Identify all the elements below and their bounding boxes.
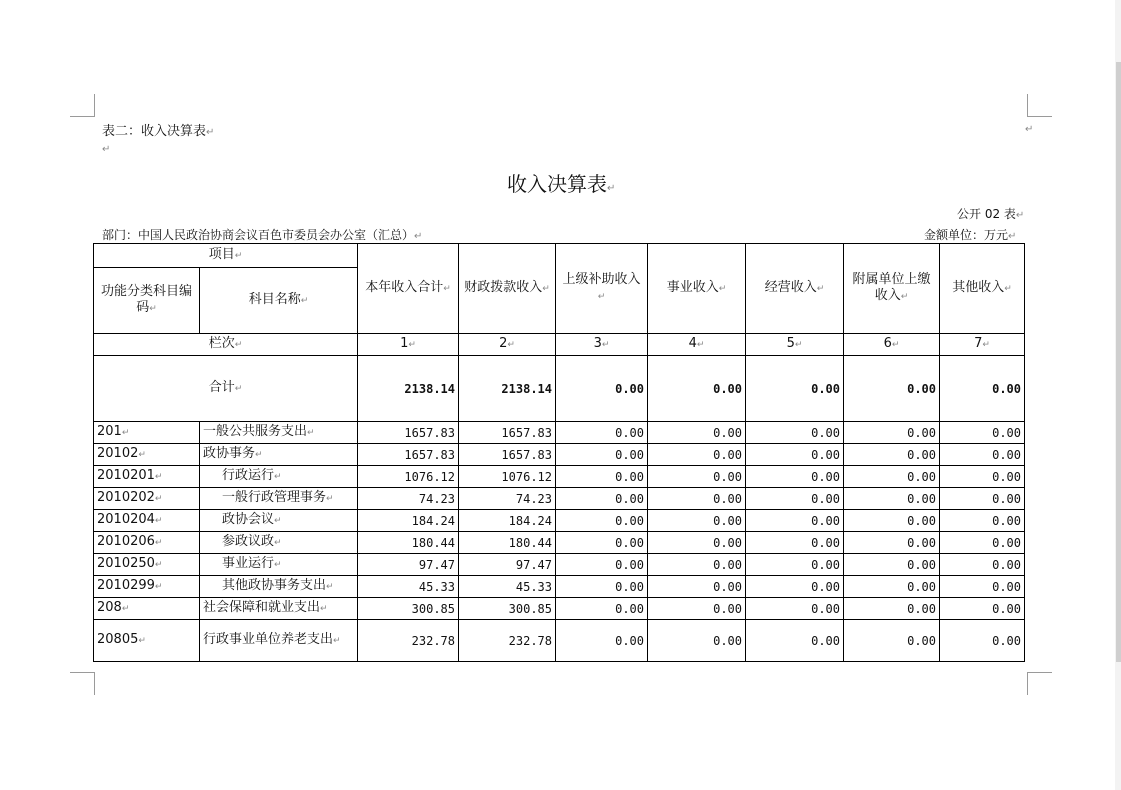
row-name: 行政事业单位养老支出↵ bbox=[200, 620, 358, 662]
row-value: 232.78 bbox=[358, 620, 459, 662]
row-value: 232.78 bbox=[459, 620, 556, 662]
row-value: 0.00 bbox=[746, 422, 844, 444]
row-value: 0.00 bbox=[940, 466, 1025, 488]
header-col-7: 其他收入↵ bbox=[940, 244, 1025, 334]
crop-mark-bottom-left bbox=[70, 672, 95, 695]
vertical-scrollbar-thumb[interactable] bbox=[1116, 62, 1121, 662]
row-code: 2010201↵ bbox=[94, 466, 200, 488]
column-index-7: 7↵ bbox=[940, 334, 1025, 356]
row-value: 0.00 bbox=[844, 620, 940, 662]
row-name: 一般行政管理事务↵ bbox=[200, 488, 358, 510]
row-code: 2010250↵ bbox=[94, 554, 200, 576]
row-value: 0.00 bbox=[648, 532, 746, 554]
row-value: 0.00 bbox=[556, 576, 648, 598]
row-value: 1657.83 bbox=[358, 444, 459, 466]
row-name: 一般公共服务支出↵ bbox=[200, 422, 358, 444]
row-value: 97.47 bbox=[358, 554, 459, 576]
row-code: 2010299↵ bbox=[94, 576, 200, 598]
unit-label: 金额单位：万元↵ bbox=[924, 228, 1017, 242]
row-code: 2010206↵ bbox=[94, 532, 200, 554]
row-value: 0.00 bbox=[940, 444, 1025, 466]
total-value: 2138.14 bbox=[459, 356, 556, 422]
row-name: 其他政协事务支出↵ bbox=[200, 576, 358, 598]
row-value: 0.00 bbox=[940, 598, 1025, 620]
row-value: 0.00 bbox=[940, 554, 1025, 576]
row-value: 0.00 bbox=[648, 554, 746, 576]
row-value: 45.33 bbox=[358, 576, 459, 598]
table-row bbox=[94, 510, 1025, 532]
total-value: 2138.14 bbox=[358, 356, 459, 422]
row-value: 1657.83 bbox=[358, 422, 459, 444]
row-value: 0.00 bbox=[648, 598, 746, 620]
row-value: 0.00 bbox=[844, 488, 940, 510]
row-value: 0.00 bbox=[746, 576, 844, 598]
row-value: 0.00 bbox=[940, 620, 1025, 662]
column-index-1: 1↵ bbox=[358, 334, 459, 356]
row-code: 20102↵ bbox=[94, 444, 200, 466]
row-value: 0.00 bbox=[940, 488, 1025, 510]
row-value: 184.24 bbox=[459, 510, 556, 532]
income-table bbox=[93, 243, 1025, 662]
row-value: 0.00 bbox=[556, 488, 648, 510]
table-row bbox=[94, 532, 1025, 554]
department-label: 部门：中国人民政治协商会议百色市委员会办公室（汇总）↵ bbox=[102, 228, 423, 242]
row-name: 行政运行↵ bbox=[200, 466, 358, 488]
table-row bbox=[94, 444, 1025, 466]
row-code: 208↵ bbox=[94, 598, 200, 620]
table-row bbox=[94, 554, 1025, 576]
row-value: 0.00 bbox=[844, 598, 940, 620]
row-value: 0.00 bbox=[746, 444, 844, 466]
row-value: 0.00 bbox=[746, 510, 844, 532]
column-index-3: 3↵ bbox=[556, 334, 648, 356]
row-value: 97.47 bbox=[459, 554, 556, 576]
row-value: 0.00 bbox=[648, 620, 746, 662]
row-value: 0.00 bbox=[648, 488, 746, 510]
row-name: 政协事务↵ bbox=[200, 444, 358, 466]
table-body bbox=[94, 422, 1025, 662]
total-value: 0.00 bbox=[648, 356, 746, 422]
header-col-5: 经营收入↵ bbox=[746, 244, 844, 334]
row-value: 300.85 bbox=[358, 598, 459, 620]
table-row bbox=[94, 422, 1025, 444]
table-row bbox=[94, 576, 1025, 598]
total-value: 0.00 bbox=[746, 356, 844, 422]
row-value: 0.00 bbox=[844, 576, 940, 598]
row-value: 0.00 bbox=[556, 444, 648, 466]
table-row bbox=[94, 598, 1025, 620]
row-code: 2010204↵ bbox=[94, 510, 200, 532]
row-value: 1657.83 bbox=[459, 422, 556, 444]
row-value: 45.33 bbox=[459, 576, 556, 598]
row-name: 参政议政↵ bbox=[200, 532, 358, 554]
column-index-6: 6↵ bbox=[844, 334, 940, 356]
header-project: 项目↵ bbox=[94, 244, 358, 268]
row-value: 0.00 bbox=[648, 576, 746, 598]
table-row bbox=[94, 620, 1025, 662]
crop-mark-top-right bbox=[1027, 94, 1052, 117]
row-value: 0.00 bbox=[746, 488, 844, 510]
row-code: 201↵ bbox=[94, 422, 200, 444]
row-name: 社会保障和就业支出↵ bbox=[200, 598, 358, 620]
row-name: 事业运行↵ bbox=[200, 554, 358, 576]
row-value: 0.00 bbox=[844, 510, 940, 532]
row-value: 180.44 bbox=[358, 532, 459, 554]
total-value: 0.00 bbox=[844, 356, 940, 422]
column-index-label: 栏次↵ bbox=[94, 334, 358, 356]
row-value: 0.00 bbox=[648, 422, 746, 444]
row-value: 74.23 bbox=[459, 488, 556, 510]
row-value: 0.00 bbox=[940, 422, 1025, 444]
document-title: 收入决算表↵ bbox=[507, 172, 616, 196]
row-value: 0.00 bbox=[746, 466, 844, 488]
row-value: 74.23 bbox=[358, 488, 459, 510]
row-value: 0.00 bbox=[844, 554, 940, 576]
row-value: 0.00 bbox=[556, 620, 648, 662]
row-code: 2010202↵ bbox=[94, 488, 200, 510]
table-row bbox=[94, 488, 1025, 510]
column-index-2: 2↵ bbox=[459, 334, 556, 356]
row-value: 184.24 bbox=[358, 510, 459, 532]
header-col-6: 附属单位上缴收入↵ bbox=[844, 244, 940, 334]
total-value: 0.00 bbox=[940, 356, 1025, 422]
row-value: 0.00 bbox=[940, 576, 1025, 598]
paragraph-mark: ↵ bbox=[102, 144, 111, 155]
row-value: 180.44 bbox=[459, 532, 556, 554]
row-value: 0.00 bbox=[844, 466, 940, 488]
row-value: 0.00 bbox=[746, 532, 844, 554]
row-value: 1657.83 bbox=[459, 444, 556, 466]
row-value: 0.00 bbox=[940, 510, 1025, 532]
paragraph-mark: ↵ bbox=[1025, 124, 1034, 135]
row-value: 1076.12 bbox=[358, 466, 459, 488]
row-value: 300.85 bbox=[459, 598, 556, 620]
row-value: 0.00 bbox=[844, 444, 940, 466]
row-name: 政协会议↵ bbox=[200, 510, 358, 532]
header-name: 科目名称↵ bbox=[200, 268, 358, 334]
row-value: 0.00 bbox=[648, 466, 746, 488]
column-index-5: 5↵ bbox=[746, 334, 844, 356]
row-value: 0.00 bbox=[556, 466, 648, 488]
row-value: 0.00 bbox=[556, 510, 648, 532]
row-value: 0.00 bbox=[556, 598, 648, 620]
row-value: 1076.12 bbox=[459, 466, 556, 488]
row-value: 0.00 bbox=[844, 532, 940, 554]
row-value: 0.00 bbox=[556, 532, 648, 554]
row-value: 0.00 bbox=[648, 444, 746, 466]
header-col-1: 本年收入合计↵ bbox=[358, 244, 459, 334]
row-value: 0.00 bbox=[556, 554, 648, 576]
row-value: 0.00 bbox=[844, 422, 940, 444]
crop-mark-bottom-right bbox=[1027, 672, 1052, 695]
row-code: 20805↵ bbox=[94, 620, 200, 662]
row-value: 0.00 bbox=[940, 532, 1025, 554]
column-index-4: 4↵ bbox=[648, 334, 746, 356]
form-number: 公开 02 表↵ bbox=[957, 207, 1025, 221]
table-row bbox=[94, 466, 1025, 488]
row-value: 0.00 bbox=[746, 554, 844, 576]
row-value: 0.00 bbox=[648, 510, 746, 532]
row-value: 0.00 bbox=[746, 598, 844, 620]
row-value: 0.00 bbox=[556, 422, 648, 444]
header-col-4: 事业收入↵ bbox=[648, 244, 746, 334]
table-caption: 表二：收入决算表↵ bbox=[102, 124, 215, 139]
header-col-2: 财政拨款收入↵ bbox=[459, 244, 556, 334]
row-value: 0.00 bbox=[746, 620, 844, 662]
header-col-3: 上级补助收入↵ bbox=[556, 244, 648, 334]
total-label: 合计↵ bbox=[94, 356, 358, 422]
header-code: 功能分类科目编码↵ bbox=[94, 268, 200, 334]
crop-mark-top-left bbox=[70, 94, 95, 117]
total-value: 0.00 bbox=[556, 356, 648, 422]
